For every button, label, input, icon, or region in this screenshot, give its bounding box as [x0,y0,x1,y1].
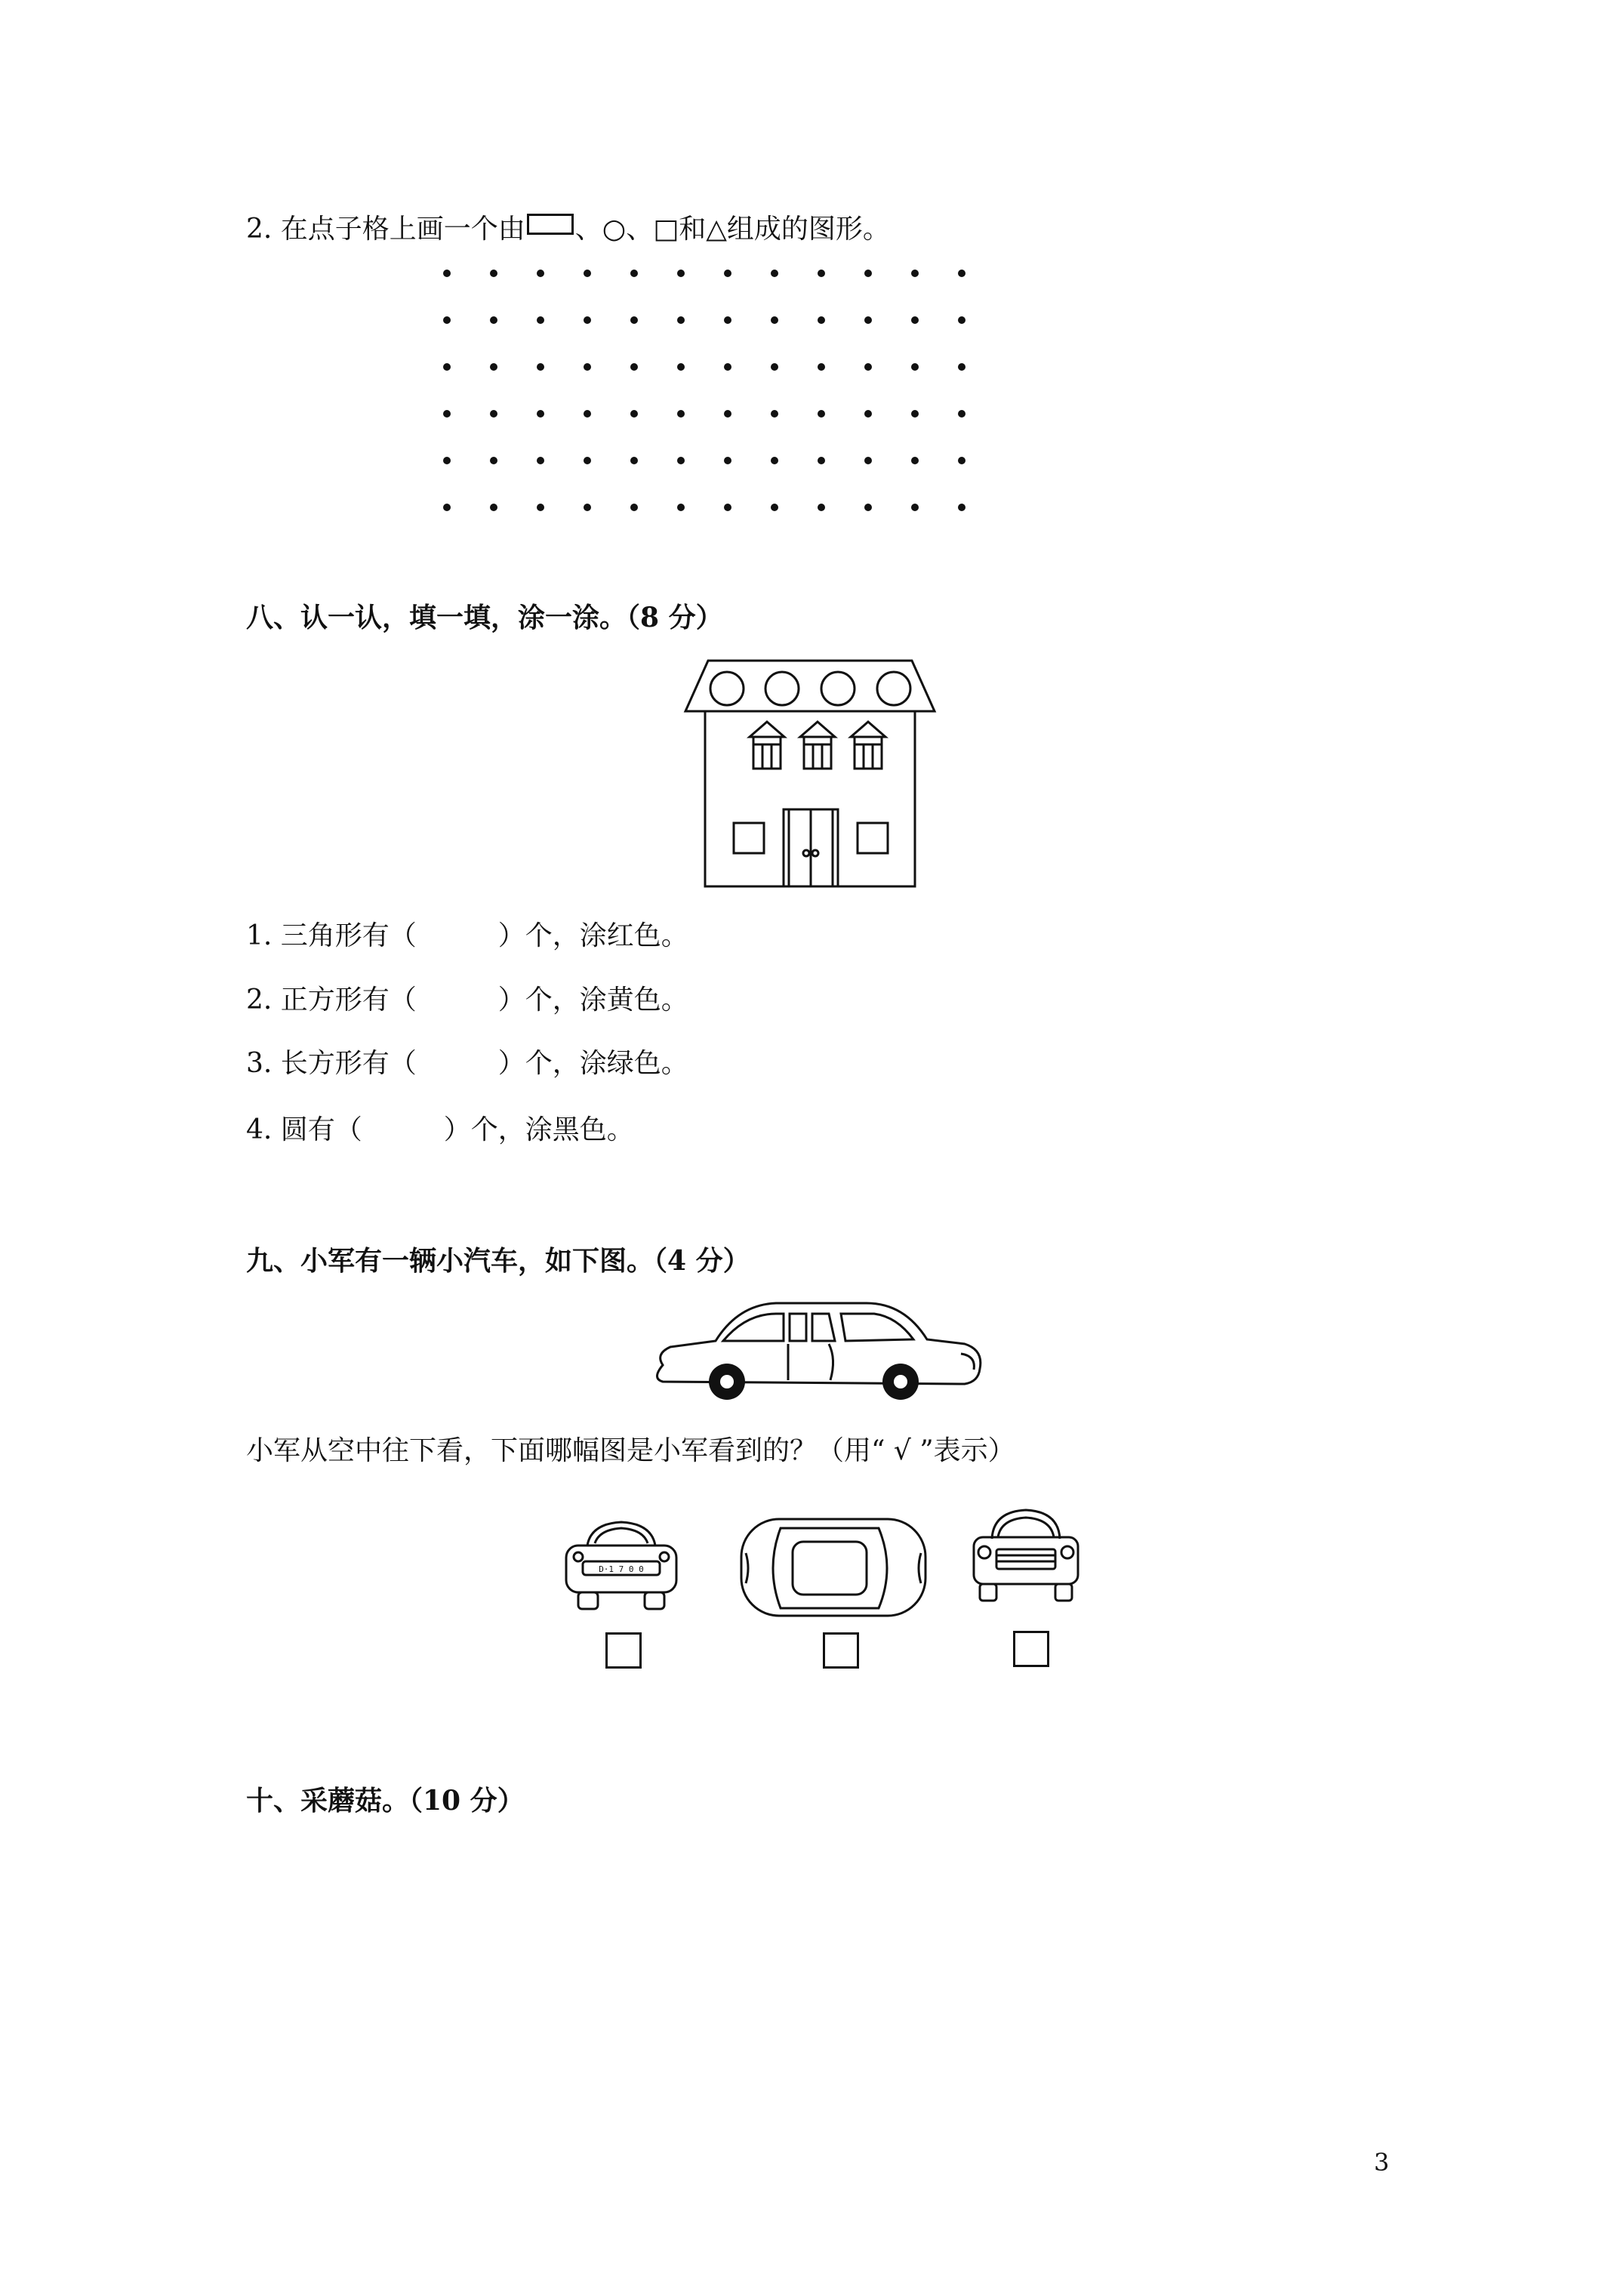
grid-dot[interactable] [677,457,685,464]
q8-item-2: 2. 正方形有（ ）个，涂黄色。 [246,985,688,1015]
roof-circle [710,672,744,705]
grid-dot[interactable] [537,457,544,464]
grid-dot[interactable] [771,270,778,277]
grid-dot[interactable] [771,457,778,464]
grid-dot[interactable] [584,504,591,511]
grid-dot[interactable] [490,363,497,371]
grid-dot[interactable] [958,457,965,464]
grid-dot[interactable] [630,270,638,277]
q8-item-4: 4. 圆有（ ）个，涂黑色。 [246,1114,634,1145]
grid-dot[interactable] [490,504,497,511]
grid-dot[interactable] [443,363,451,371]
grid-dot[interactable] [724,363,731,371]
grid-dot[interactable] [864,316,872,324]
q9-title: 九、小军有一辆小汽车，如下图。（4 分） [246,1245,750,1277]
grid-dot[interactable] [537,504,544,511]
q8-title: 八、认一认，填一填，涂一涂。（8 分） [246,602,723,633]
q10-title: 十、采蘑菇。（10 分） [246,1785,525,1817]
house-figure [678,658,942,892]
car-front-view [969,1507,1083,1613]
square-window [734,823,764,853]
car-rear-view [557,1519,685,1617]
grid-dot[interactable] [724,316,731,324]
grid-dot[interactable] [490,270,497,277]
grid-dot[interactable] [911,457,919,464]
grid-dot[interactable] [630,363,638,371]
grid-dot[interactable] [630,410,638,418]
grid-dot[interactable] [724,504,731,511]
grid-dot[interactable] [818,457,825,464]
grid-dot[interactable] [537,410,544,418]
answer-checkbox-front-view[interactable] [1013,1631,1049,1667]
svg-text:D·1 7 0 0: D·1 7 0 0 [599,1564,644,1574]
grid-dot[interactable] [911,410,919,418]
grid-dot[interactable] [584,270,591,277]
q7-2-text-after: 、○、□和△组成的图形。 [574,214,890,245]
q8-item-3: 3. 长方形有（ ）个，涂绿色。 [246,1048,688,1079]
q7-2-text-before: 2. 在点子格上画一个由 [246,214,525,245]
car-top-view [735,1512,932,1625]
grid-dot[interactable] [677,504,685,511]
grid-dot[interactable] [630,504,638,511]
page-number: 3 [1374,2148,1390,2177]
grid-dot[interactable] [818,316,825,324]
grid-dot[interactable] [630,316,638,324]
grid-dot[interactable] [490,316,497,324]
grid-dot[interactable] [911,316,919,324]
answer-checkbox-rear-view[interactable] [605,1632,642,1669]
grid-dot[interactable] [958,504,965,511]
grid-dot[interactable] [864,410,872,418]
square-window [858,823,888,853]
grid-dot[interactable] [677,363,685,371]
q9-question: 小军从空中往下看，下面哪幅图是小军看到的？（用“ √ ”表示） [246,1435,1015,1466]
upper-window [851,722,885,769]
grid-dot[interactable] [864,457,872,464]
grid-dot[interactable] [818,270,825,277]
grid-dot[interactable] [911,270,919,277]
grid-dot[interactable] [490,410,497,418]
grid-dot[interactable] [677,316,685,324]
grid-dot[interactable] [443,457,451,464]
grid-dot[interactable] [771,410,778,418]
grid-dot[interactable] [584,316,591,324]
grid-dot[interactable] [677,410,685,418]
answer-checkbox-top-view[interactable] [823,1632,859,1669]
grid-dot[interactable] [630,457,638,464]
grid-dot[interactable] [724,270,731,277]
grid-dot[interactable] [771,363,778,371]
grid-dot[interactable] [443,270,451,277]
grid-dot[interactable] [443,410,451,418]
limousine-side-view [648,1297,987,1410]
grid-dot[interactable] [958,270,965,277]
grid-dot[interactable] [584,363,591,371]
grid-dot[interactable] [771,504,778,511]
roof-circle [877,672,910,705]
upper-window [750,722,784,769]
q7-2-line [246,214,890,245]
grid-dot[interactable] [958,410,965,418]
grid-dot[interactable] [584,457,591,464]
grid-dot[interactable] [724,410,731,418]
grid-dot[interactable] [537,316,544,324]
upper-window [800,722,835,769]
grid-dot[interactable] [818,363,825,371]
grid-dot[interactable] [818,410,825,418]
grid-dot[interactable] [864,270,872,277]
grid-dot[interactable] [864,363,872,371]
grid-dot[interactable] [724,457,731,464]
grid-dot[interactable] [911,504,919,511]
grid-dot[interactable] [443,316,451,324]
rectangle-symbol-icon [527,214,574,235]
grid-dot[interactable] [490,457,497,464]
grid-dot[interactable] [443,504,451,511]
grid-dot[interactable] [958,316,965,324]
grid-dot[interactable] [958,363,965,371]
grid-dot[interactable] [537,270,544,277]
grid-dot[interactable] [677,270,685,277]
grid-dot[interactable] [818,504,825,511]
grid-dot[interactable] [537,363,544,371]
grid-dot[interactable] [771,316,778,324]
roof-circle [765,672,799,705]
grid-dot[interactable] [911,363,919,371]
grid-dot[interactable] [864,504,872,511]
grid-dot[interactable] [584,410,591,418]
q8-item-1: 1. 三角形有（ ）个，涂红色。 [246,920,688,951]
dot-grid [423,257,981,529]
roof-circle [821,672,855,705]
